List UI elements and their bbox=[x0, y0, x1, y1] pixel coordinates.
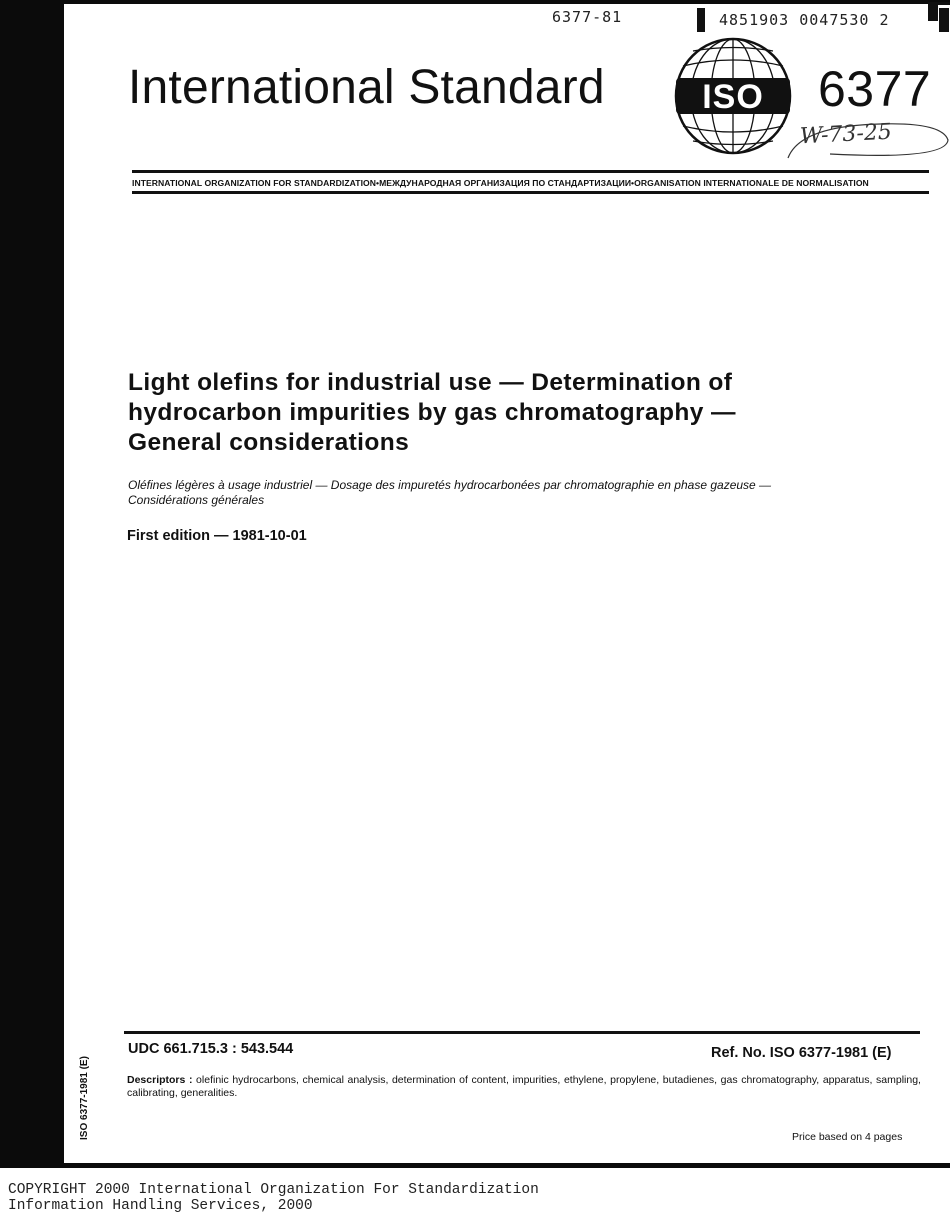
udc-code: UDC 661.715.3 : 543.544 bbox=[128, 1041, 294, 1057]
document-title-line-2: hydrocarbon impurities by gas chromatography — bbox=[128, 399, 736, 426]
handwritten-note: W-73-25 bbox=[799, 119, 893, 150]
page-title: International Standard bbox=[128, 61, 605, 114]
price-note: Price based on 4 pages bbox=[792, 1131, 903, 1143]
scan-top-border bbox=[64, 0, 950, 4]
standard-number: 6377 bbox=[818, 61, 932, 117]
document-title-line-1: Light olefins for industrial use — Determination of bbox=[128, 369, 733, 396]
copyright-line-1: COPYRIGHT 2000 International Organization For Standardization bbox=[8, 1182, 539, 1198]
descriptors-label: Descriptors : bbox=[127, 1074, 193, 1086]
copyright-line-2: Information Handling Services, 2000 bbox=[8, 1198, 313, 1214]
descriptors-paragraph bbox=[127, 1074, 921, 1100]
scan-left-border bbox=[0, 0, 64, 1168]
french-title-line-2: Considérations générales bbox=[128, 493, 265, 507]
reference-number: Ref. No. ISO 6377-1981 (E) bbox=[711, 1045, 892, 1061]
document-title bbox=[128, 368, 848, 458]
barcode-number: 4851903 0047530 2 bbox=[697, 8, 949, 32]
scan-bottom-border bbox=[0, 1163, 950, 1168]
header-rule-top bbox=[132, 170, 929, 173]
side-reference-label: ISO 6377-1981 (E) bbox=[79, 1056, 90, 1140]
corner-mark bbox=[928, 2, 950, 21]
header-rule-bottom bbox=[132, 191, 929, 194]
organization-line: INTERNATIONAL ORGANIZATION FOR STANDARDIZATION•МЕЖДУНАРОДНАЯ ОРГАНИЗАЦИЯ ПО СТАНДАРТИЗАЦИИ•ORGANISATION INTERNATIONALE DE NORMALISATION bbox=[132, 178, 869, 188]
edition-line: First edition — 1981-10-01 bbox=[127, 528, 307, 544]
descriptors-text: olefinic hydrocarbons, chemical analysis, determination of content, impurities, ethylene, propylene, butadienes, gas chromatography, apparatus, sampling, calibrating, generalities. bbox=[127, 1074, 921, 1099]
french-title-line-1: Oléfines légères à usage industriel — Dosage des impuretés hydrocarbonées par chromatographie en phase gazeuse — bbox=[128, 478, 772, 492]
iso-logo-text: ISO bbox=[702, 78, 764, 116]
footer-rule bbox=[124, 1031, 920, 1034]
top-code-stamp: 6377-81 bbox=[552, 8, 623, 26]
document-title-line-3: General considerations bbox=[128, 429, 410, 456]
copyright-notice bbox=[8, 1182, 539, 1214]
french-title bbox=[128, 478, 888, 508]
